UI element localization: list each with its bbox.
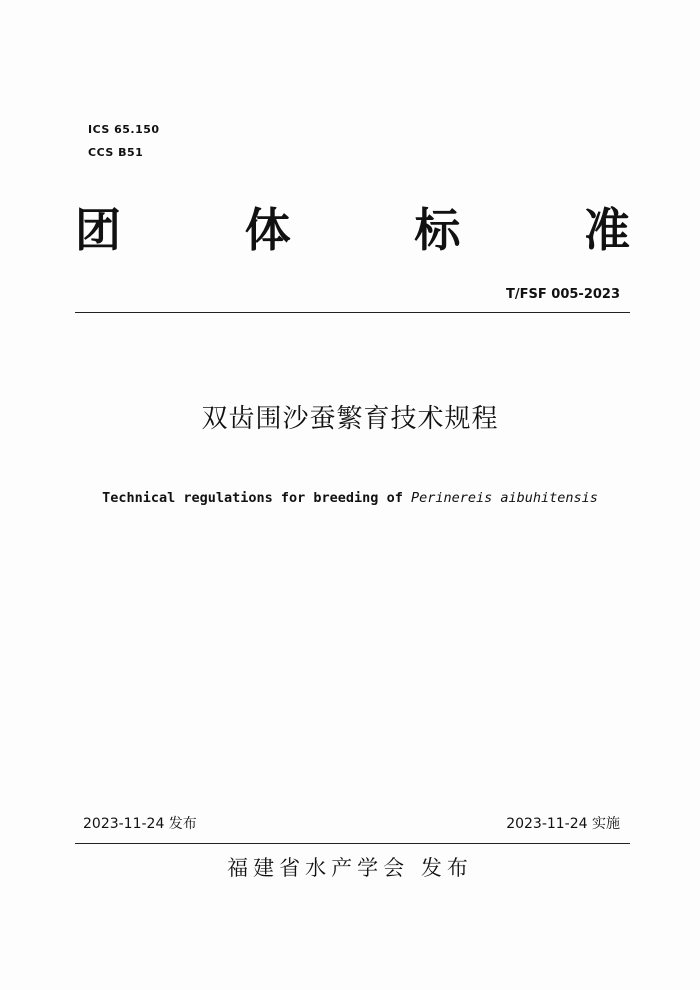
banner-char: 体 <box>244 203 291 257</box>
english-title <box>0 490 700 506</box>
ccs-code: CCS B51 <box>88 146 144 159</box>
species-name: Perinereis aibuhitensis <box>410 490 598 506</box>
top-divider <box>75 312 630 313</box>
release-date: 2023-11-24 发布 <box>83 816 197 832</box>
standard-number: T/FSF 005-2023 <box>506 287 620 302</box>
banner-char: 准 <box>583 203 630 257</box>
ics-code: ICS 65.150 <box>88 123 160 136</box>
chinese-title: 双齿围沙蚕繁育技术规程 <box>201 404 499 434</box>
publisher: 福建省水产学会 发布 <box>227 856 473 880</box>
implementation-date: 2023-11-24 实施 <box>506 816 620 832</box>
banner-char: 团 <box>75 203 121 257</box>
banner-char: 标 <box>414 203 461 257</box>
classification-codes <box>88 118 160 164</box>
bottom-divider <box>75 843 630 844</box>
document-type-banner <box>75 200 630 260</box>
english-title-prefix: Technical regulations for breeding of <box>102 490 403 506</box>
